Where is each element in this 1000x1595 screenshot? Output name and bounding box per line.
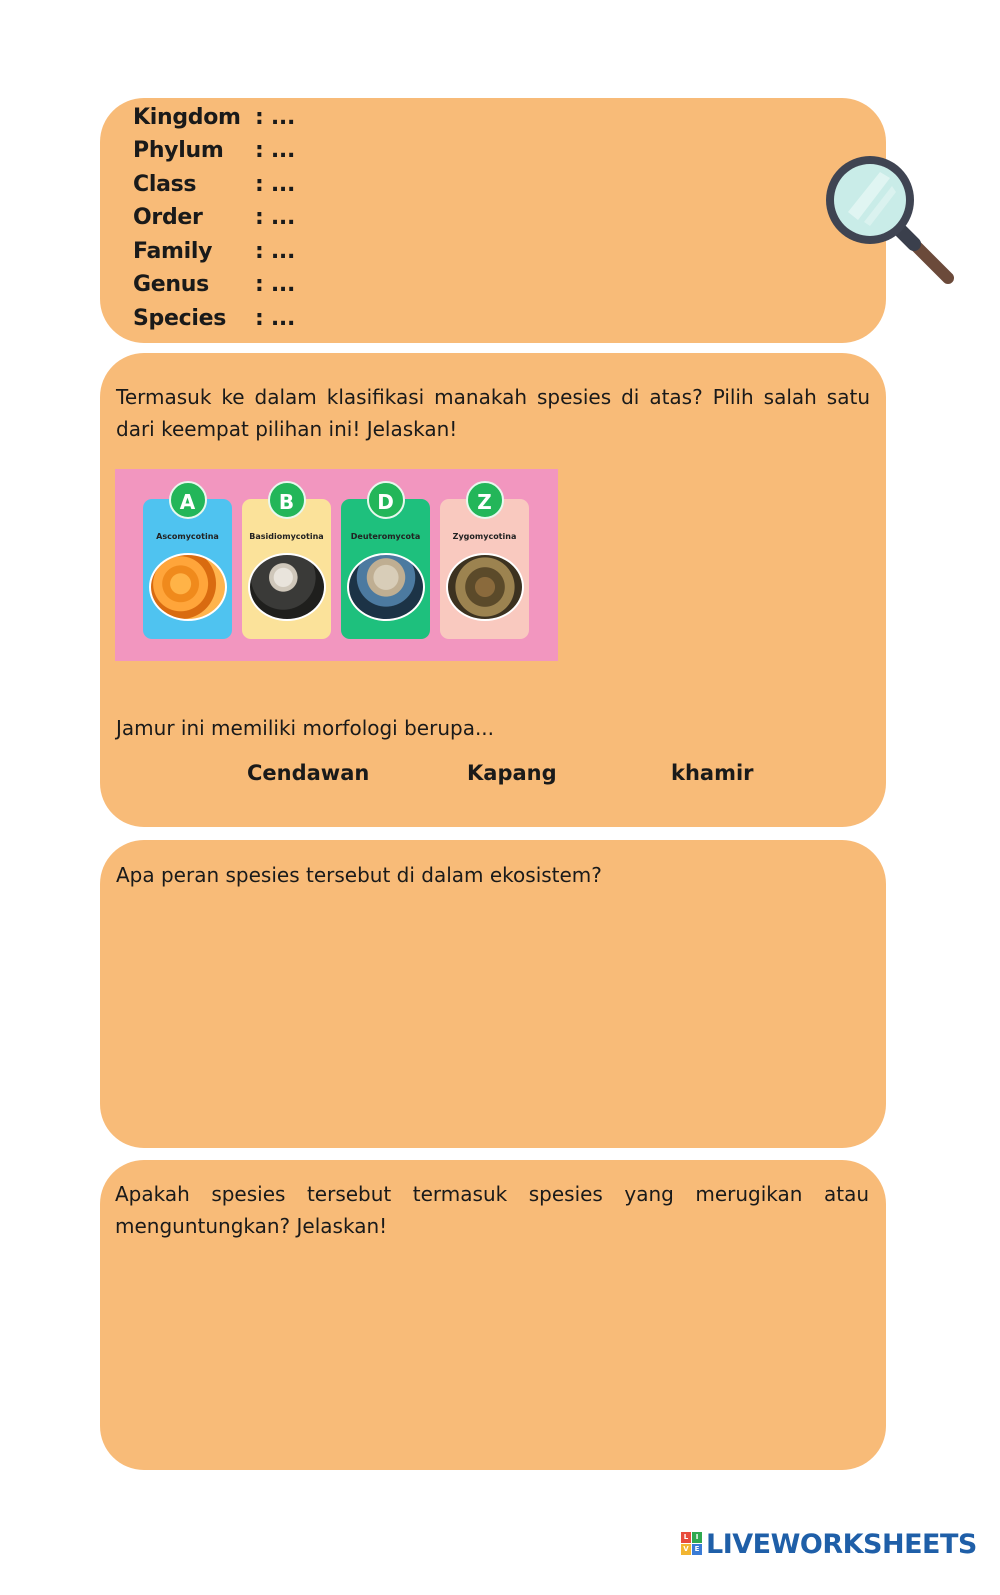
taxonomy-value[interactable]: : ... [255, 306, 296, 331]
fungi-classification-image [115, 469, 558, 661]
fungi-photo [446, 553, 524, 621]
magnifying-glass-icon [820, 150, 960, 290]
fungi-card-basidiomycotina [242, 490, 331, 639]
taxonomy-label: Kingdom [133, 105, 241, 130]
fungi-name: Ascomycotina [156, 532, 219, 541]
brand-name: LIVEWORKSHEETS [706, 1528, 977, 1560]
classification-question-card [100, 353, 886, 827]
option-kapang[interactable]: Kapang [467, 761, 557, 785]
fungi-name: Zygomycotina [452, 532, 517, 541]
harmful-beneficial-card[interactable] [100, 1160, 886, 1470]
taxonomy-value[interactable]: : ... [255, 172, 296, 197]
taxonomy-label: Order [133, 205, 203, 230]
question-text: Apakah spesies tersebut termasuk spesies yang merugikan atau menguntungkan? Jelaskan! [115, 1182, 869, 1238]
option-badge: A [169, 481, 207, 519]
option-badge: Z [466, 481, 504, 519]
fungi-card-ascomycotina [143, 490, 232, 639]
taxonomy-label: Species [133, 306, 227, 331]
liveworksheets-logo-icon [681, 1532, 703, 1556]
taxonomy-label: Phylum [133, 138, 224, 163]
option-cendawan[interactable]: Cendawan [247, 761, 370, 785]
fungi-card-deuteromycota [341, 490, 430, 639]
liveworksheets-brand [681, 1526, 977, 1562]
fungi-photo [248, 553, 326, 621]
logo-letter: L [681, 1532, 691, 1543]
logo-letter: I [692, 1532, 702, 1543]
fungi-photo [347, 553, 425, 621]
taxonomy-value[interactable]: : ... [255, 105, 296, 130]
taxonomy-value[interactable]: : ... [255, 205, 296, 230]
taxonomy-card [100, 98, 886, 343]
fungi-photo [149, 553, 227, 621]
taxonomy-value[interactable]: : ... [255, 138, 296, 163]
taxonomy-label: Class [133, 172, 197, 197]
taxonomy-value[interactable]: : ... [255, 239, 296, 264]
logo-letter: E [692, 1544, 702, 1555]
morphology-options [100, 761, 886, 797]
taxonomy-label: Family [133, 239, 213, 264]
question-text: Apa peran spesies tersebut di dalam ekosistem? [116, 863, 602, 887]
logo-letter: V [681, 1544, 691, 1555]
question-text: Termasuk ke dalam klasifikasi manakah spesies di atas? Pilih salah satu dari keempat pilihan ini! Jelaskan! [116, 385, 870, 441]
taxonomy-value[interactable]: : ... [255, 272, 296, 297]
fungi-name: Basidiomycotina [249, 532, 324, 541]
option-badge: B [268, 481, 306, 519]
ecosystem-role-card[interactable] [100, 840, 886, 1148]
option-badge: D [367, 481, 405, 519]
option-khamir[interactable]: khamir [671, 761, 754, 785]
fungi-name: Deuteromycota [350, 532, 421, 541]
fungi-card-zygomycotina [440, 490, 529, 639]
morphology-prompt: Jamur ini memiliki morfologi berupa... [116, 716, 495, 740]
taxonomy-label: Genus [133, 272, 209, 297]
